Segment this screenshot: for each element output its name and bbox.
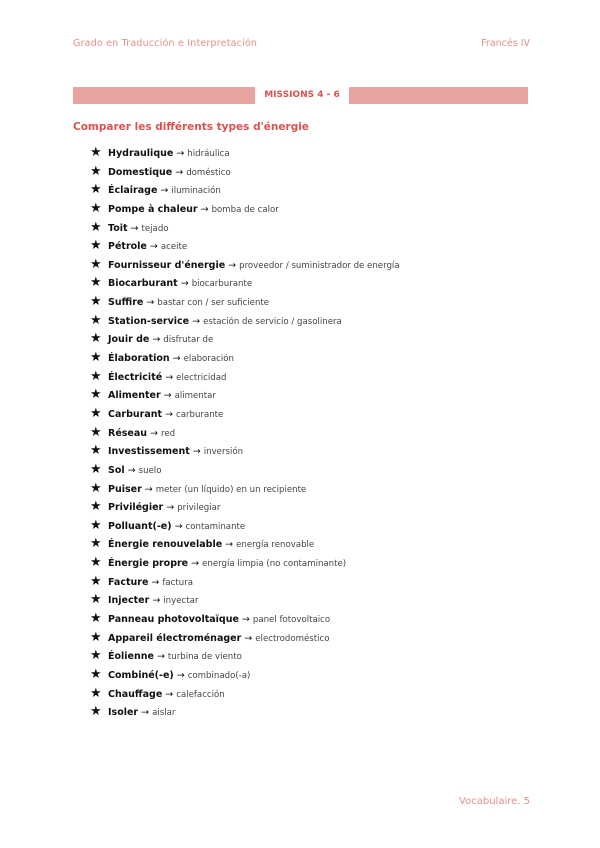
star-icon: ★ <box>90 312 102 328</box>
star-icon: ★ <box>90 145 102 160</box>
vocab-item <box>90 368 400 387</box>
vocab-term: Biocarburant <box>108 278 178 290</box>
vocab-item <box>90 498 400 517</box>
vocab-list <box>90 144 400 722</box>
star-icon: ★ <box>90 387 102 403</box>
vocab-item <box>90 591 400 610</box>
band-title: MISSIONS 4 - 6 <box>264 90 340 100</box>
arrow-icon: → <box>151 576 160 588</box>
vocab-term: Combiné(-e) <box>108 669 174 681</box>
star-icon: ★ <box>90 182 102 198</box>
vocab-translation: carburante <box>176 409 224 420</box>
arrow-icon: → <box>156 651 165 663</box>
star-icon: ★ <box>90 629 102 645</box>
star-icon: ★ <box>90 368 102 384</box>
vocab-translation: bastar con / ser suficiente <box>157 298 270 309</box>
vocab-translation: inyectar <box>163 596 199 607</box>
vocab-item <box>90 461 400 480</box>
arrow-icon: → <box>241 614 250 626</box>
vocab-translation: combinado(-a) <box>187 670 251 681</box>
arrow-icon: → <box>152 595 161 607</box>
section-title: Comparer les différents types d'énergie <box>73 121 309 133</box>
vocab-term: Pétrole <box>108 241 147 253</box>
vocab-term: Sol <box>108 464 125 476</box>
star-icon: ★ <box>90 499 102 515</box>
vocab-item <box>90 405 400 424</box>
vocab-translation: suelo <box>138 465 162 476</box>
arrow-icon: → <box>166 502 175 514</box>
star-icon: ★ <box>90 163 102 179</box>
star-icon: ★ <box>90 275 102 291</box>
header-course: Grado en Traducción e Interpretación <box>73 38 258 49</box>
vocab-translation: disfrutar de <box>163 335 214 346</box>
star-icon: ★ <box>90 685 102 701</box>
star-icon: ★ <box>90 405 102 421</box>
vocab-term: Privilégier <box>108 502 164 514</box>
vocab-item <box>90 181 400 200</box>
vocab-item <box>90 629 400 648</box>
vocab-term: Fournisseur d'énergie <box>108 259 226 271</box>
vocab-translation: aislar <box>152 708 176 719</box>
star-icon: ★ <box>90 461 102 477</box>
arrow-icon: → <box>165 371 174 383</box>
vocab-item <box>90 573 400 592</box>
arrow-icon: → <box>165 688 174 700</box>
arrow-icon: → <box>191 558 200 570</box>
arrow-icon: → <box>175 166 184 178</box>
vocab-item <box>90 144 400 163</box>
vocab-term: Chauffage <box>108 688 163 700</box>
arrow-icon: → <box>192 315 201 327</box>
star-icon: ★ <box>90 704 102 720</box>
arrow-icon: → <box>200 203 209 215</box>
vocab-item <box>90 293 400 312</box>
star-icon: ★ <box>90 219 102 235</box>
vocab-item <box>90 386 400 405</box>
arrow-icon: → <box>146 297 155 309</box>
vocab-item <box>90 424 400 443</box>
vocab-term: Énergie propre <box>108 558 189 570</box>
arrow-icon: → <box>225 539 234 551</box>
vocab-term: Carburant <box>108 408 163 420</box>
star-icon: ★ <box>90 555 102 571</box>
star-icon: ★ <box>90 517 102 533</box>
arrow-icon: → <box>244 632 253 644</box>
star-icon: ★ <box>90 573 102 589</box>
band-right-bar <box>349 87 528 104</box>
arrow-icon: → <box>130 222 139 234</box>
vocab-item <box>90 535 400 554</box>
vocab-item <box>90 312 400 331</box>
arrow-icon: → <box>127 464 136 476</box>
vocab-item <box>90 610 400 629</box>
star-icon: ★ <box>90 294 102 310</box>
vocab-translation: energía renovable <box>236 540 315 551</box>
star-icon: ★ <box>90 480 102 496</box>
star-icon: ★ <box>90 238 102 254</box>
vocab-term: Domestique <box>108 166 173 178</box>
star-icon: ★ <box>90 611 102 627</box>
vocab-item <box>90 163 400 182</box>
vocab-term: Suffire <box>108 297 144 309</box>
arrow-icon: → <box>176 148 185 159</box>
star-icon: ★ <box>90 200 102 216</box>
vocab-term: Éclairage <box>108 185 158 197</box>
vocab-translation: doméstico <box>186 167 231 178</box>
vocab-item <box>90 442 400 461</box>
vocab-term: Réseau <box>108 427 148 439</box>
arrow-icon: → <box>228 259 237 271</box>
vocab-term: Facture <box>108 576 149 588</box>
vocab-item <box>90 200 400 219</box>
vocab-term: Investissement <box>108 446 190 458</box>
vocab-item <box>90 274 400 293</box>
header-subject: Francés IV <box>481 38 530 49</box>
vocab-term: Élaboration <box>108 353 170 365</box>
page-footer: Vocabulaire. 5 <box>459 796 530 807</box>
vocab-translation: elaboración <box>183 354 234 365</box>
vocab-item <box>90 330 400 349</box>
star-icon: ★ <box>90 256 102 272</box>
vocab-translation: tejado <box>141 223 169 234</box>
star-icon: ★ <box>90 536 102 552</box>
vocab-translation: panel fotovoltaico <box>252 615 331 626</box>
star-icon: ★ <box>90 331 102 347</box>
vocab-term: Alimenter <box>108 390 161 402</box>
arrow-icon: → <box>144 483 153 495</box>
arrow-icon: → <box>165 408 173 420</box>
vocab-translation: contaminante <box>185 521 246 532</box>
vocab-term: Toit <box>108 222 128 234</box>
vocab-term: Polluant(-e) <box>108 520 172 532</box>
vocab-item <box>90 666 400 685</box>
vocab-translation: factura <box>162 577 194 588</box>
arrow-icon: → <box>152 334 161 346</box>
vocab-translation: hidráulica <box>187 149 230 159</box>
vocab-translation: privilegiar <box>177 503 221 514</box>
arrow-icon: → <box>163 390 172 402</box>
vocab-item <box>90 237 400 256</box>
band-left-bar <box>73 87 255 104</box>
vocab-item <box>90 256 400 275</box>
star-icon: ★ <box>90 592 102 608</box>
arrow-icon: → <box>174 520 183 532</box>
arrow-icon: → <box>172 353 181 365</box>
vocab-item <box>90 554 400 573</box>
vocab-translation: estación de servicio / gasolinera <box>203 316 342 327</box>
arrow-icon: → <box>192 446 201 458</box>
vocab-item <box>90 349 400 368</box>
vocab-translation: biocarburante <box>191 279 253 290</box>
vocab-term: Jouir de <box>108 334 150 346</box>
vocab-translation: energía limpia (no contaminante) <box>202 559 347 570</box>
vocab-translation: turbina de viento <box>167 652 242 663</box>
vocab-term: Éolienne <box>108 651 154 663</box>
star-icon: ★ <box>90 666 102 682</box>
vocab-translation: calefacción <box>176 689 225 700</box>
vocab-term: Hydraulique <box>108 148 174 159</box>
vocab-item <box>90 647 400 666</box>
vocab-translation: electricidad <box>176 372 227 383</box>
vocab-term: Injecter <box>108 595 150 607</box>
vocab-translation: proveedor / suministrador de energía <box>239 260 400 271</box>
arrow-icon: → <box>180 278 189 290</box>
arrow-icon: → <box>149 241 158 253</box>
vocab-item <box>90 480 400 499</box>
missions-band <box>73 87 528 104</box>
vocab-translation: electrodoméstico <box>255 633 330 644</box>
vocab-item <box>90 219 400 238</box>
arrow-icon: → <box>176 669 185 681</box>
vocab-translation: alimentar <box>174 391 216 402</box>
arrow-icon: → <box>160 185 169 197</box>
vocab-item <box>90 685 400 704</box>
vocab-term: Appareil électroménager <box>108 632 242 644</box>
arrow-icon: → <box>150 427 158 439</box>
vocab-term: Panneau photovoltaïque <box>108 614 239 626</box>
star-icon: ★ <box>90 443 102 459</box>
vocab-term: Isoler <box>108 707 139 719</box>
vocab-translation: inversión <box>203 447 244 458</box>
vocab-term: Station-service <box>108 315 190 327</box>
vocab-translation: iluminación <box>171 186 221 197</box>
vocab-item <box>90 703 400 722</box>
vocab-translation: red <box>161 428 176 439</box>
vocab-translation: bomba de calor <box>211 204 279 215</box>
star-icon: ★ <box>90 424 102 440</box>
vocab-term: Énergie renouvelable <box>108 539 223 551</box>
star-icon: ★ <box>90 350 102 366</box>
arrow-icon: → <box>141 707 150 719</box>
vocab-item <box>90 517 400 536</box>
vocab-translation: aceite <box>160 242 188 253</box>
vocab-term: Électricité <box>108 371 163 383</box>
star-icon: ★ <box>90 648 102 664</box>
vocab-term: Puiser <box>108 483 142 495</box>
vocab-term: Pompe à chaleur <box>108 203 198 215</box>
vocab-translation: meter (un líquido) en un recipiente <box>155 484 307 495</box>
